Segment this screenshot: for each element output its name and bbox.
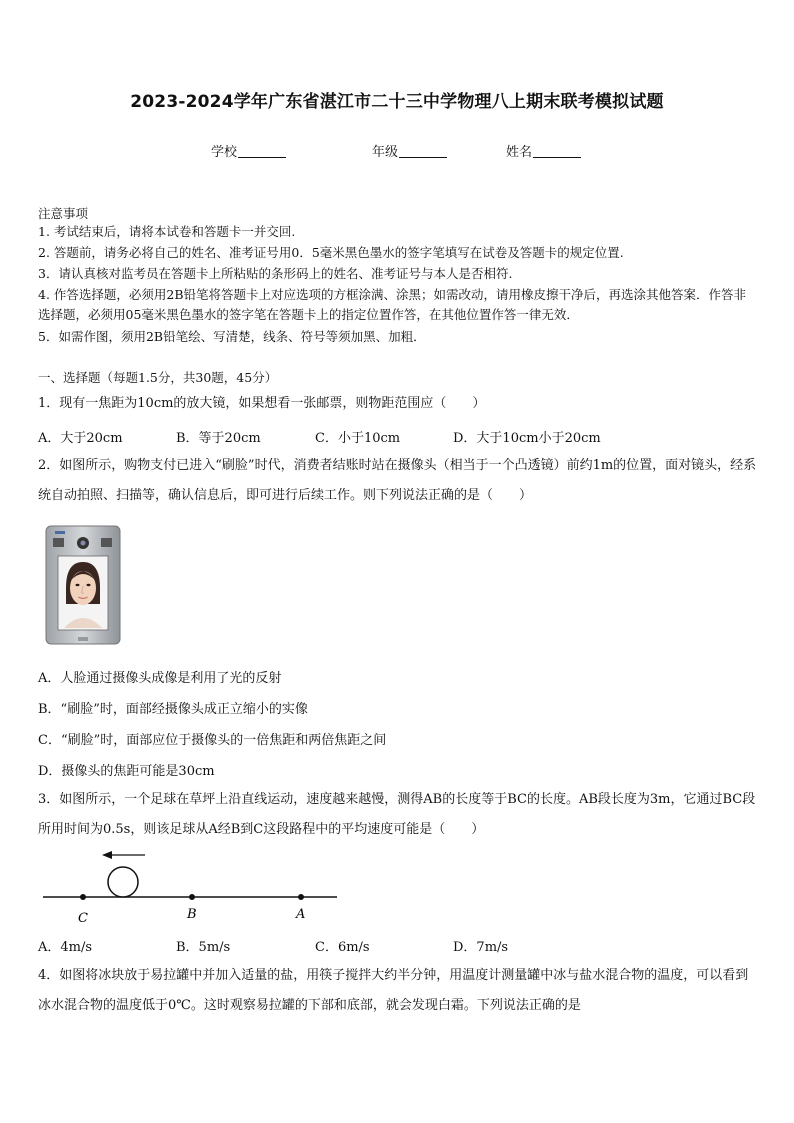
q2-option-b: B．“刷脸”时，面部经摄像头成正立缩小的实像 — [38, 702, 308, 717]
q1-option-a: A．大于20cm — [38, 431, 123, 446]
q1-option-d: D．大于10cm小于20cm — [453, 431, 601, 446]
grade-label: 年级 — [372, 145, 399, 160]
question-3: 3．如图所示，一个足球在草坪上沿直线运动，速度越来越慢，测得AB的长度等于BC的长度。AB段长度为3m，它通过BC段所用时间为0.5s，则该足球从A经B到C这段路程中的平均速度可能是（ ） — [38, 792, 756, 837]
point-c — [80, 894, 86, 900]
question-1: 1．现有一焦距为10cm的放大镜，如果想看一张邮票，则物距范围应（ ） — [38, 396, 486, 411]
notice-item-1: 1. 考试结束后，请将本试卷和答题卡一并交回. — [38, 224, 296, 239]
school-field — [211, 141, 286, 160]
label-c: C — [78, 911, 88, 926]
section-title: 一、选择题（每题1.5分，共30题，45分） — [38, 370, 278, 385]
name-blank — [533, 144, 581, 158]
notice-heading: 注意事项 — [38, 206, 89, 221]
notice-item-4: 4. 作答选择题，必须用2B铅笔将答题卡上对应选项的方框涂满、涂黑；如需改动，请用橡皮擦干净后，再选涂其他答案．作答非选择题，必须用05毫米黑色墨水的签字笔在答题卡上的指定位置作答，在其他位置作答一律无效． — [38, 287, 747, 322]
point-b — [189, 894, 195, 900]
school-label: 学校 — [211, 145, 238, 160]
notice-item-3: 3．请认真核对监考员在答题卡上所粘贴的条形码上的姓名、准考证号与本人是否相符. — [38, 266, 513, 281]
school-blank — [238, 144, 286, 158]
question-2: 2．如图所示，购物支付已进入“刷脸”时代，消费者结账时站在摄像头（相当于一个凸透镜）前约1m的位置，面对镜头，经系统自动拍照、扫描等，确认信息后，即可进行后续工作。则下列说法正确的是（ ） — [38, 458, 757, 503]
q1-option-c: C．小于10cm — [315, 431, 401, 446]
grade-field — [372, 141, 447, 160]
q1-option-b: B．等于20cm — [176, 431, 261, 446]
q2-option-a: A．人脸通过摄像头成像是利用了光的反射 — [38, 671, 282, 686]
point-a — [298, 894, 304, 900]
notice-item-2: 2. 答题前，请务必将自己的姓名、准考证号用0．5毫米黑色墨水的签字笔填写在试卷及答题卡的规定位置. — [38, 245, 624, 260]
page-title: 2023-2024学年广东省湛江市二十三中学物理八上期末联考模拟试题 — [130, 92, 664, 112]
motion-diagram — [40, 845, 340, 930]
face-scanner-image — [44, 524, 122, 646]
question-4: 4．如图将冰块放于易拉罐中并加入适量的盐，用筷子搅拌大约半分钟，用温度计测量罐中冰与盐水混合物的温度，可以看到冰水混合物的温度低于0℃。这时观察易拉罐的下部和底部，就会发现白霜。下列说法正确的是 — [38, 968, 749, 1013]
q3-option-c: C．6m/s — [315, 940, 370, 955]
q3-option-a: A．4m/s — [38, 940, 93, 955]
name-field — [506, 141, 581, 160]
ball — [108, 867, 138, 897]
q3-option-d: D．7m/s — [453, 940, 509, 955]
q2-option-d: D．摄像头的焦距可能是30cm — [38, 764, 215, 779]
notice-item-5: 5．如需作图，须用2B铅笔绘、写清楚，线条、符号等须加黑、加粗． — [38, 329, 426, 344]
label-b: B — [187, 907, 197, 922]
q2-option-c: C．“刷脸”时，面部应位于摄像头的一倍焦距和两倍焦距之间 — [38, 733, 387, 748]
label-a: A — [296, 907, 306, 922]
arrow-head — [102, 851, 112, 859]
q3-option-b: B．5m/s — [176, 940, 231, 955]
grade-blank — [399, 144, 447, 158]
name-label: 姓名 — [506, 145, 533, 160]
